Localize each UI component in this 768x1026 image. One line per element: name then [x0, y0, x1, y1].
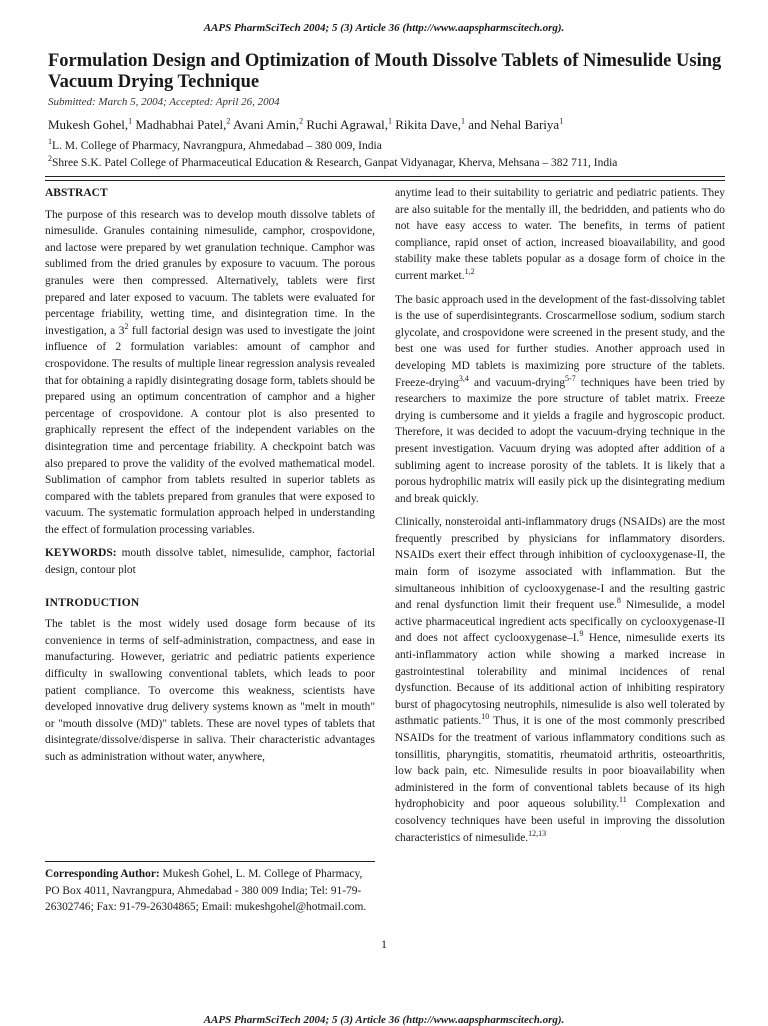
journal-header: AAPS PharmSciTech 2004; 5 (3) Article 36 (http://www.aapspharmscitech.org).	[203, 22, 565, 34]
header-divider	[45, 176, 725, 177]
author-list	[48, 117, 563, 133]
author: Ruchi Agrawal,$^1$	[306, 116, 392, 132]
submission-dates: Submitted: March 5, 2004; Accepted: April 26, 2004	[48, 96, 280, 108]
author: Mukesh Gohel,$^1$	[48, 116, 133, 132]
left-column	[45, 185, 375, 773]
right-column	[395, 185, 725, 853]
body-paragraph: Clinically, nonsteroidal anti-inflammatory drugs (NSAIDs) are the most frequently prescribed by physicians for inflammatory disorders. NSAIDs exert their effect through inhibition of cyclooxygenase-II, the main form of isozyme associated with inflammation. But the simultaneous inhibition of cyclooxygenase-I and the resulting gastric and renal dysfunction limit their frequent use.$^8$ Nimesulide, a model active pharmaceutical ingredient acts specifically on cyclooxygenase-II and does not affect cyclooxygenase–I.$^9$ Hence, nimesulide exerts its anti-inflammatory action while showing a marked increase in gastrointestinal tolerability and minimal incidences of renal dysfunction. Because of its additional action of inhibiting respiratory burst of phagocytosing neutrophils, nimesulide is also well tolerated by asthmatic patients.$^{10}$ Thus, it is one of the most commonly prescribed NSAIDs for the treatment of various inflammatory conditions such as tonsillitis, pharyngitis, stomatitis, rheumatoid arthritis, osteoarthritis, low back pain, etc. Nimesulide results in poor bioavailability when administered in the form of conventional tablets because of its high hydrophobicity and poor aqueous solubility.$^{11}$ Complexation and cosolvency techniques have been useful in improving the dissolution characteristics of nimesulide.$^{12,13}$	[395, 516, 725, 844]
body-paragraph: The basic approach used in the development of the fast-dissolving tablet is the use of superdisintegrants. Croscarmellose sodium, sodium starch glycolate, and crospovidone were screened in the present study, and the best one was used for further studies. Another approach used in developing MD tablets is maximizing pore structure of the tablets. Freeze-drying$^{3,4}$ and vacuum-drying$^{5-7}$ techniques have been tried by researchers to maximize the pore structure of tablet matrix. Freeze drying is cumbersome and it yields a fragile and hygroscopic product. Therefore, it was decided to adopt the vacuum-drying technique in the present investigation. Vacuum drying was adopted after addition of a subliming agent to increase porosity of the tablets. It is likely that a porous hydrophilic matrix will easily pick up the disintegrating medium and break quickly.	[395, 293, 725, 505]
keywords: KEYWORDS: mouth dissolve tablet, nimesulide, camphor, factorial design, contour plot	[45, 547, 375, 577]
author: Rikita Dave,$^1$	[395, 116, 465, 132]
introduction-heading: INTRODUCTION	[45, 596, 140, 609]
affiliation-2: $^2$Shree S.K. Patel College of Pharmaceutical Education & Research, Ganpat Vidyanagar, Kherva, Mehsana – 382 711, India	[48, 154, 618, 169]
body-paragraph: anytime lead to their suitability to geriatric and pediatric patients. They are also suitable for the mentally ill, the bedridden, and patients who do not have easy access to water. The benefits, in terms of patient compliance, rapid onset of action, increased bioavailability, and good stability make these tablets popular as a dosage form of choice in the current market.$^{1,2}$	[395, 187, 725, 282]
author: Madhabhai Patel,$^2$	[135, 116, 231, 132]
author: and Nehal Bariya$^1$	[468, 116, 564, 132]
author: Avani Amin,$^2$	[232, 116, 304, 132]
abstract-text: The purpose of this research was to develop mouth dissolve tablets of nimesulide. Granules containing nimesulide, camphor, crospovidone, and lactose were prepared by wet granulation technique. Camphor was sublimed from the dried granules by exposure to vacuum. The porous granules were then compressed. Alternatively, tablets were first prepared and later exposed to vacuum. The tablets were evaluated for percentage friability, wetting time, and disintegration time. In the investigation, a $3^2$ full factorial design was used to investigate the joint influence of 2 formulation variables: amount of camphor and crospovidone. The results of multiple linear regression analysis revealed that for obtaining a rapidly disintegrating dosage form, tablets should be prepared using an optimum concentration of camphor and a higher percentage of crospovidone. A contour plot is also presented to graphically represent the effect of the independent variables on the disintegration time and percentage friability. A checkpoint batch was also prepared to prove the validity of the evolved mathematical model. Sublimation of camphor from tablets resulted in superior tablets as compared with the tablets prepared from granules that were exposed to vacuum. The systematic formulation approach helped in understanding the effect of formulation processing variables.	[45, 208, 375, 536]
header-divider	[45, 180, 725, 181]
paper-title: Formulation Design and Optimization of Mouth Dissolve Tablets of Nimesulide Using Vacuum Drying Technique	[48, 51, 722, 92]
affiliation-1: $^1$L. M. College of Pharmacy, Navrangpura, Ahmedabad – 380 009, India	[48, 137, 382, 152]
next-page-header: AAPS PharmSciTech 2004; 5 (3) Article 36 (http://www.aapspharmscitech.org).	[203, 1014, 565, 1026]
page-number: 1	[381, 937, 387, 951]
corresponding-author: Corresponding Author: Mukesh Gohel, L. M. College of Pharmacy, PO Box 4011, Navrangpura, Ahmedabad - 380 009 India; Tel: 91-79-26302746; Fax: 91-79-26304865; Email: mukeshgohel@hotmail.com.	[45, 861, 375, 916]
abstract-heading: ABSTRACT	[45, 187, 108, 199]
introduction-paragraph: The tablet is the most widely used dosage form because of its convenience in terms of self-administration, compactness, and ease in manufacturing. However, geriatric and pediatric patients experience difficulty in swallowing conventional tablets, which leads to poor patient compliance. To overcome this weakness, scientists have developed innovative drug delivery systems known as "melt in mouth" or "mouth dissolve (MD)" tablets. These are novel types of tablets that disintegrate/dissolve/disperse in saliva. Their characteristic advantages such as administration without water, anywhere,	[45, 618, 375, 763]
